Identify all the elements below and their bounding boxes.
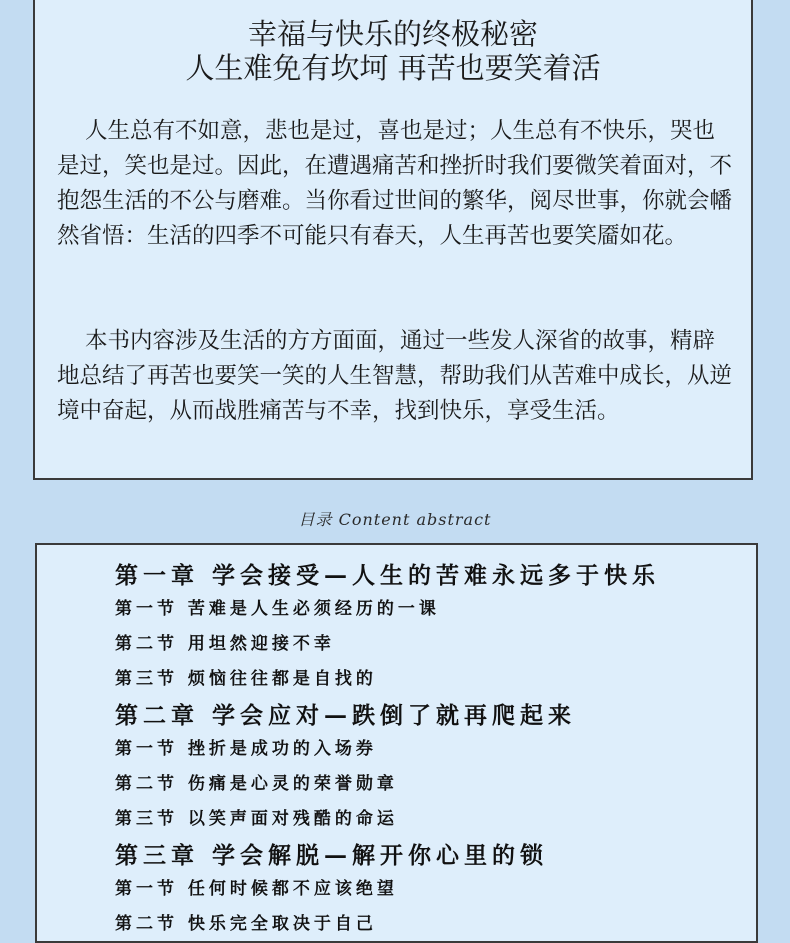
toc-section: 第二节 用坦然迎接不幸 [115, 634, 335, 654]
toc-chapter-3: 第三章 学会解脱—解开你心里的锁 [115, 842, 549, 869]
intro-subtitle: 人生难免有坎坷 再苦也要笑着活 [185, 51, 601, 85]
toc-section: 第三节 烦恼往往都是自找的 [115, 669, 377, 689]
toc-section: 第一节 任何时候都不应该绝望 [115, 879, 398, 899]
toc-section: 第二节 伤痛是心灵的荣誉勋章 [115, 774, 398, 794]
intro-panel [33, 0, 753, 480]
intro-paragraph-1: 人生总有不如意，悲也是过，喜也是过；人生总有不快乐，哭也是过，笑也是过。因此，在遭遇痛苦和挫折时我们要微笑着面对，不抱怨生活的不公与磨难。当你看过世间的繁华，阅尽世事，你就会幡然省悟：生活的四季不可能只有春天，人生再苦也要笑靥如花。 [57, 118, 733, 249]
toc-section: 第一节 挫折是成功的入场券 [115, 739, 377, 759]
toc-section: 第三节 以笑声面对残酷的命运 [115, 809, 398, 829]
toc-heading: 目录 Content abstract [298, 510, 492, 529]
toc-panel [35, 543, 758, 943]
toc-section: 第二节 快乐完全取决于自己 [115, 914, 377, 934]
intro-paragraph-2: 本书内容涉及生活的方方面面，通过一些发人深省的故事，精辟地总结了再苦也要笑一笑的人生智慧，帮助我们从苦难中成长，从逆境中奋起，从而战胜痛苦与不幸，找到快乐，享受生活。 [57, 328, 733, 424]
toc-section: 第一节 苦难是人生必须经历的一课 [115, 599, 440, 619]
toc-chapter-1: 第一章 学会接受—人生的苦难永远多于快乐 [115, 562, 661, 589]
intro-title: 幸福与快乐的终极秘密 [247, 17, 538, 51]
toc-chapter-2: 第二章 学会应对—跌倒了就再爬起来 [115, 702, 577, 729]
